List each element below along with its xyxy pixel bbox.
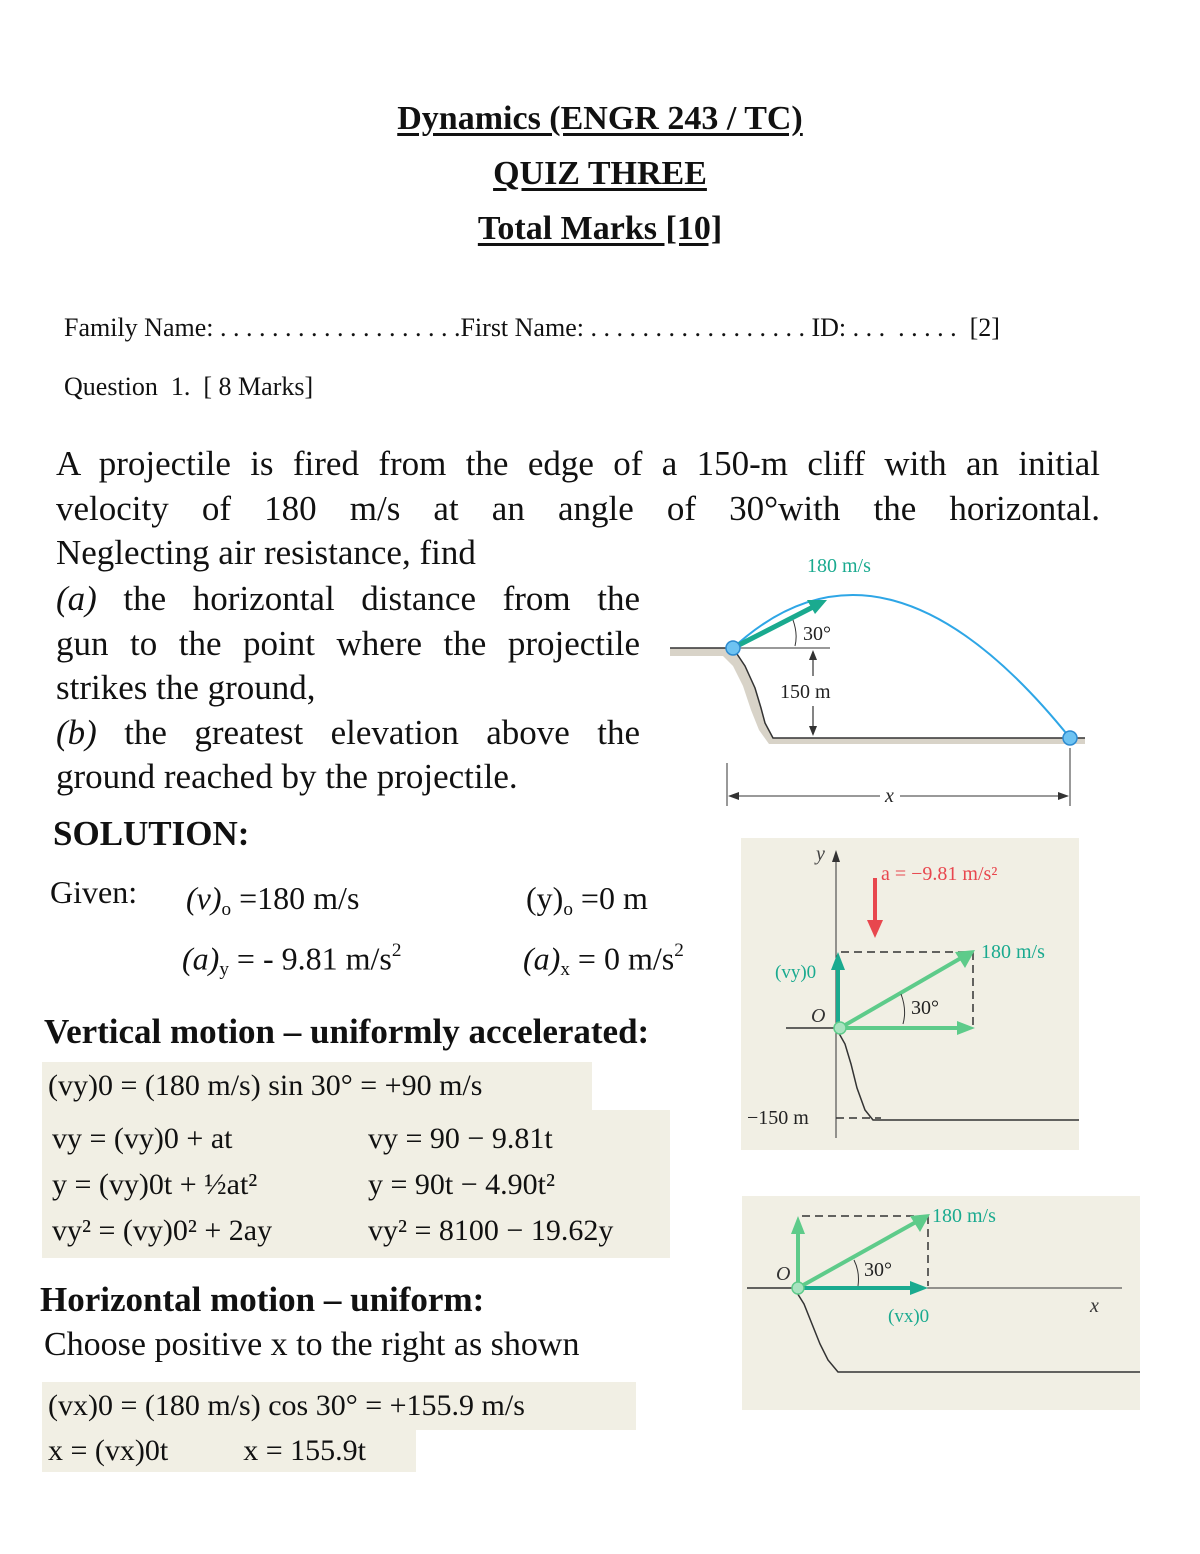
- height-label: 150 m: [780, 681, 831, 703]
- height-arrow-top: [809, 650, 817, 660]
- vx0-label-3: (vx)0: [888, 1306, 930, 1327]
- solution-heading: SOLUTION:: [53, 814, 250, 853]
- part-a-line-3: strikes the ground,: [56, 668, 316, 707]
- velocity-label-3: 180 m/s: [932, 1205, 996, 1227]
- accel-label: a = −9.81 m/s²: [881, 863, 998, 885]
- vertical-eq-general-2: y = (vy)0t + ½at²: [52, 1168, 258, 1201]
- velocity-label: 180 m/s: [807, 555, 871, 577]
- part-a-line-2: gun to the point where the projectile: [56, 623, 640, 663]
- given-ay: $(a)_y$ = - 9.81 $m/s^2$: [182, 940, 402, 981]
- vertical-eq-box: [42, 1110, 670, 1258]
- x-axis-label: x: [1090, 1295, 1099, 1317]
- horizontal-eq-initial: (vx)0 = (180 m/s) cos 30° = +155.9 m/s: [42, 1382, 636, 1430]
- problem-line-2: velocity of 180 m/s at an angle of 30°with the horizontal.: [56, 488, 1100, 528]
- given-v0: $(v)_o =180$ m/s: [186, 880, 360, 920]
- vertical-eq-general-3: vy² = (vy)0² + 2ay: [52, 1214, 273, 1247]
- angle-arc: [793, 620, 796, 646]
- problem-line-3: Neglecting air resistance, find: [56, 533, 476, 572]
- trajectory-curve: [733, 595, 1070, 738]
- figure-vertical-components: [741, 838, 1079, 1150]
- quiz-title: QUIZ THREE: [493, 155, 707, 192]
- height-arrow-bottom: [809, 726, 817, 736]
- figure-horizontal-components: [742, 1196, 1140, 1410]
- velocity-label-2: 180 m/s: [981, 941, 1045, 963]
- vertical-eq-specific-3: vy² = 8100 − 19.62y: [368, 1214, 614, 1247]
- cliff-depth-label: −150 m: [747, 1107, 809, 1129]
- angle-label-2: 30°: [911, 997, 939, 1019]
- question-label: Question 1. [ 8 Marks]: [64, 372, 314, 401]
- vertical-eq-specific-2: y = 90t − 4.90t²: [368, 1168, 556, 1201]
- origin-point-3: [792, 1282, 804, 1294]
- horizontal-eq-general: x = (vx)0t: [48, 1434, 169, 1467]
- horizontal-note: Choose positive x to the right as shown: [44, 1326, 580, 1363]
- vertical-eq-general-1: vy = (vy)0 + at: [52, 1122, 233, 1155]
- part-b-line-2: ground reached by the projectile.: [56, 757, 518, 796]
- given-ax: $(a)_x = 0$ $m/s^2$: [523, 940, 684, 981]
- vertical-motion-heading: Vertical motion – uniformly accelerated:: [44, 1012, 650, 1051]
- x-dim-label: x: [885, 785, 894, 807]
- angle-label: 30°: [803, 623, 831, 645]
- course-title: Dynamics (ENGR 243 / TC): [397, 100, 803, 137]
- vertical-eq-initial: (vy)0 = (180 m/s) sin 30° = +90 m/s: [42, 1062, 592, 1110]
- total-marks: Total Marks [10]: [477, 210, 723, 247]
- problem-line-1: A projectile is fired from the edge of a 150-m cliff with an initial: [56, 444, 1100, 483]
- vertical-eq-specific-1: vy = 90 − 9.81t: [368, 1122, 553, 1155]
- horizontal-eq-specific: x = 155.9t: [243, 1434, 366, 1467]
- part-a-line-1: (a) the horizontal distance from the: [56, 579, 640, 618]
- given-label: Given:: [50, 874, 138, 910]
- student-info-line: Family Name: . . . . . . . . . . . . . . . . . . .First Name: . . . . . . . . . . . . . . . . . ID: . . . . . . . . [2]: [64, 313, 1000, 342]
- angle-label-3: 30°: [864, 1259, 892, 1281]
- vertical-eq-specific: [368, 1116, 613, 1254]
- launch-point: [726, 641, 740, 655]
- part-b-line-1: (b) the greatest elevation above the: [56, 712, 640, 752]
- origin-label-2: O: [811, 1005, 826, 1027]
- vertical-eq-general: [52, 1116, 272, 1254]
- vy0-label: (vy)0: [775, 962, 817, 983]
- cliff-ground: [670, 648, 1085, 744]
- x-dim-arrow-left: [728, 792, 739, 800]
- origin-label-3: O: [776, 1263, 791, 1285]
- impact-point: [1063, 731, 1077, 745]
- horizontal-motion-heading: Horizontal motion – uniform:: [40, 1280, 485, 1319]
- figure-trajectory: [665, 548, 1095, 813]
- origin-point-2: [834, 1022, 846, 1034]
- given-y0: $(y)_o =0$ m: [526, 880, 648, 920]
- horizontal-eq-position: [42, 1430, 416, 1472]
- y-axis-label: y: [816, 843, 825, 865]
- problem-parts: [56, 577, 640, 800]
- x-dim-arrow-right: [1058, 792, 1069, 800]
